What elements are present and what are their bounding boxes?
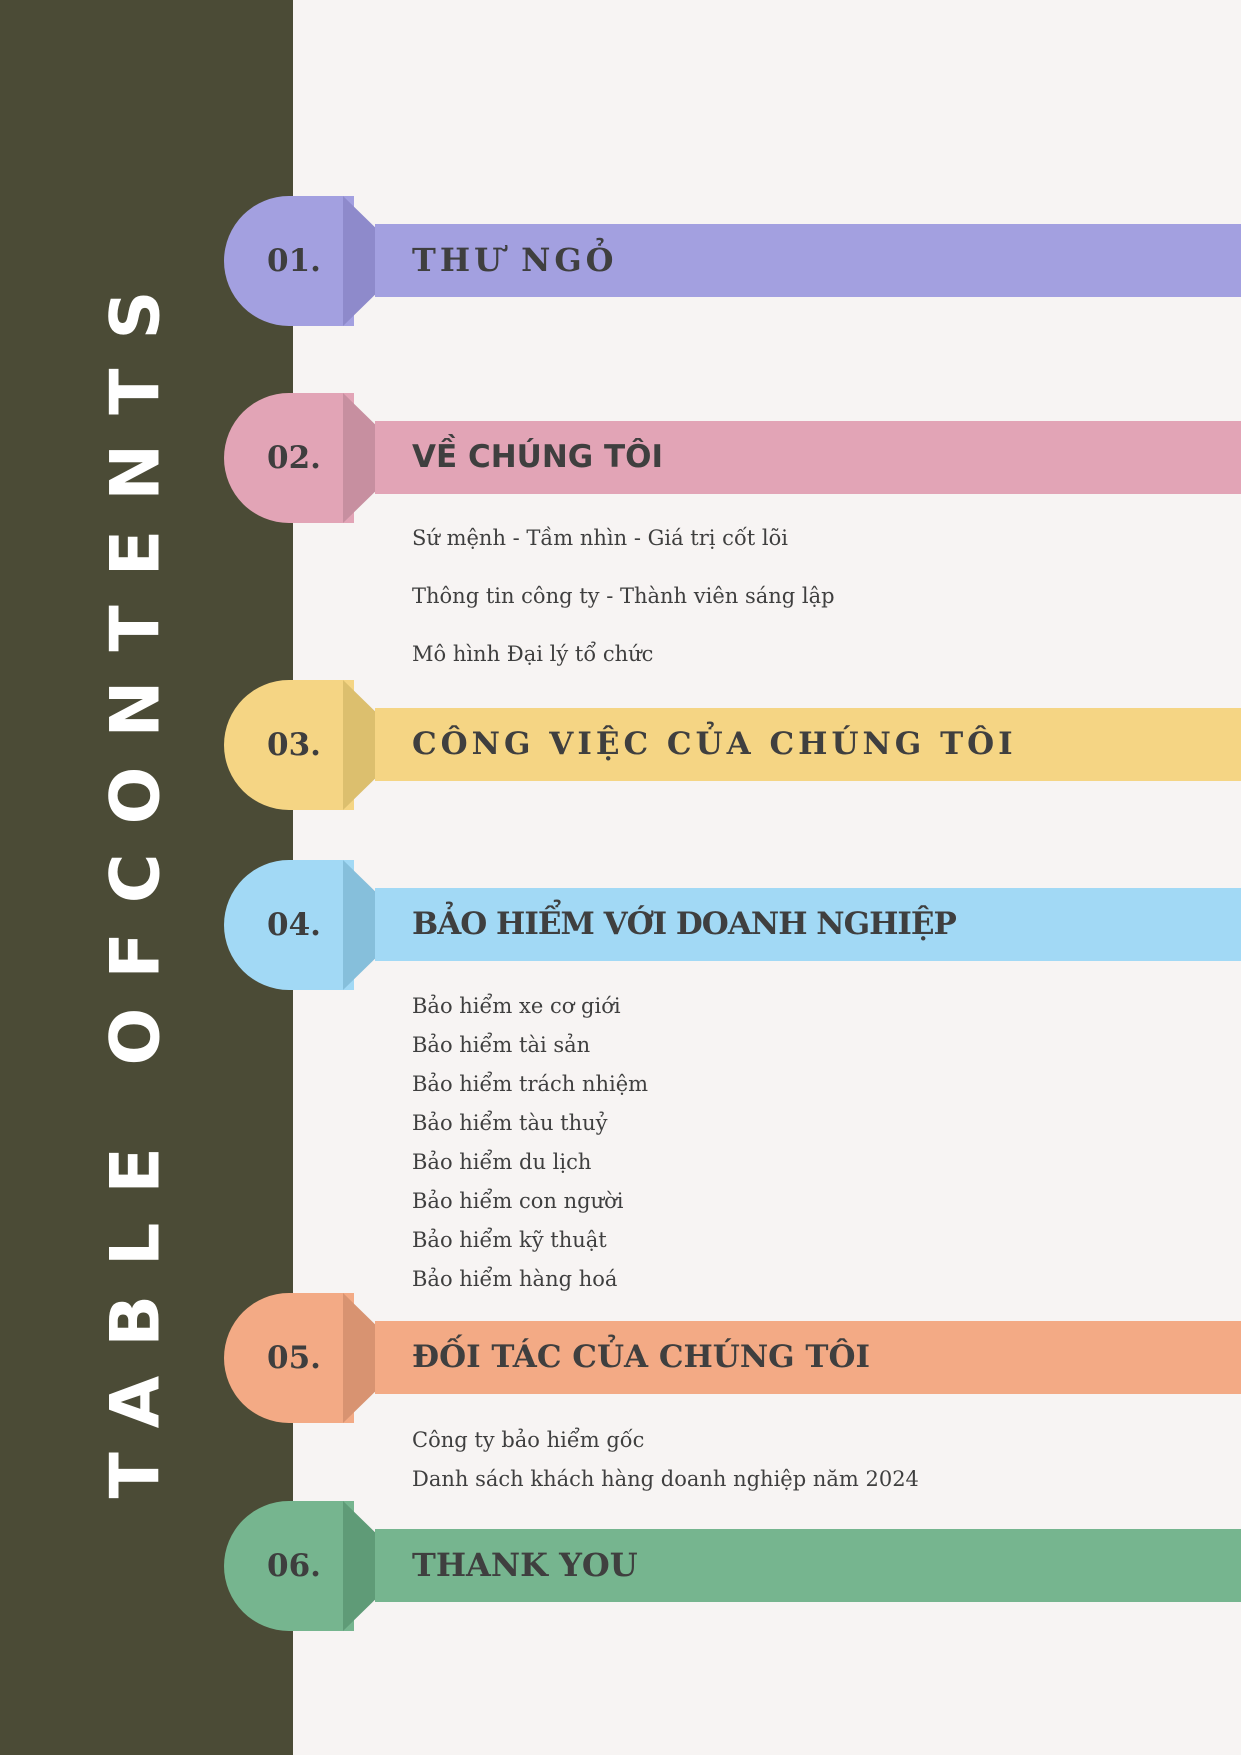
toc-subitem[interactable]: Thông tin công ty - Thành viên sáng lập — [412, 584, 835, 608]
toc-section-05[interactable] — [224, 1293, 1241, 1423]
toc-section-02[interactable] — [224, 393, 1241, 523]
toc-subitem-list — [412, 987, 648, 1299]
section-number: 06. — [267, 1548, 321, 1584]
section-number: 01. — [267, 243, 321, 279]
toc-subitem[interactable]: Mô hình Đại lý tổ chức — [412, 642, 654, 666]
section-number: 03. — [267, 727, 321, 763]
section-number: 02. — [267, 440, 321, 476]
section-title: VỀ CHÚNG TÔI — [412, 439, 664, 475]
toc-section-04[interactable] — [224, 860, 1241, 990]
toc-subitem[interactable]: Bảo hiểm kỹ thuật — [412, 1228, 607, 1252]
toc-subitem[interactable]: Bảo hiểm xe cơ giới — [412, 994, 621, 1018]
table-of-contents-title: TABLE OFCONTENTS — [96, 261, 176, 1499]
toc-subitem[interactable]: Bảo hiểm tài sản — [412, 1033, 591, 1057]
toc-subitem[interactable]: Bảo hiểm trách nhiệm — [412, 1072, 649, 1096]
toc-subitem[interactable]: Bảo hiểm du lịch — [412, 1150, 592, 1174]
section-title: ĐỐI TÁC CỦA CHÚNG TÔI — [412, 1339, 871, 1375]
toc-subitem[interactable]: Bảo hiểm hàng hoá — [412, 1267, 618, 1291]
toc-subitem[interactable]: Danh sách khách hàng doanh nghiệp năm 2024 — [412, 1467, 919, 1491]
section-title: BẢO HIỂM VỚI DOANH NGHIỆP — [412, 906, 956, 942]
toc-subitem[interactable]: Sứ mệnh - Tầm nhìn - Giá trị cốt lõi — [412, 526, 788, 550]
toc-section-06[interactable] — [224, 1501, 1241, 1631]
section-title: CÔNG VIỆC CỦA CHÚNG TÔI — [412, 726, 1017, 762]
toc-subitem[interactable]: Bảo hiểm tàu thuỷ — [412, 1111, 608, 1135]
toc-subitem[interactable]: Công ty bảo hiểm gốc — [412, 1428, 645, 1452]
section-title: THANK YOU — [412, 1546, 638, 1584]
section-title: THƯ NGỎ — [412, 241, 618, 279]
section-number: 04. — [267, 907, 321, 943]
section-number: 05. — [267, 1340, 321, 1376]
toc-subitem-list — [412, 1421, 919, 1499]
toc-section-01[interactable] — [224, 196, 1241, 326]
toc-section-03[interactable] — [224, 680, 1241, 810]
toc-subitem[interactable]: Bảo hiểm con người — [412, 1189, 624, 1213]
